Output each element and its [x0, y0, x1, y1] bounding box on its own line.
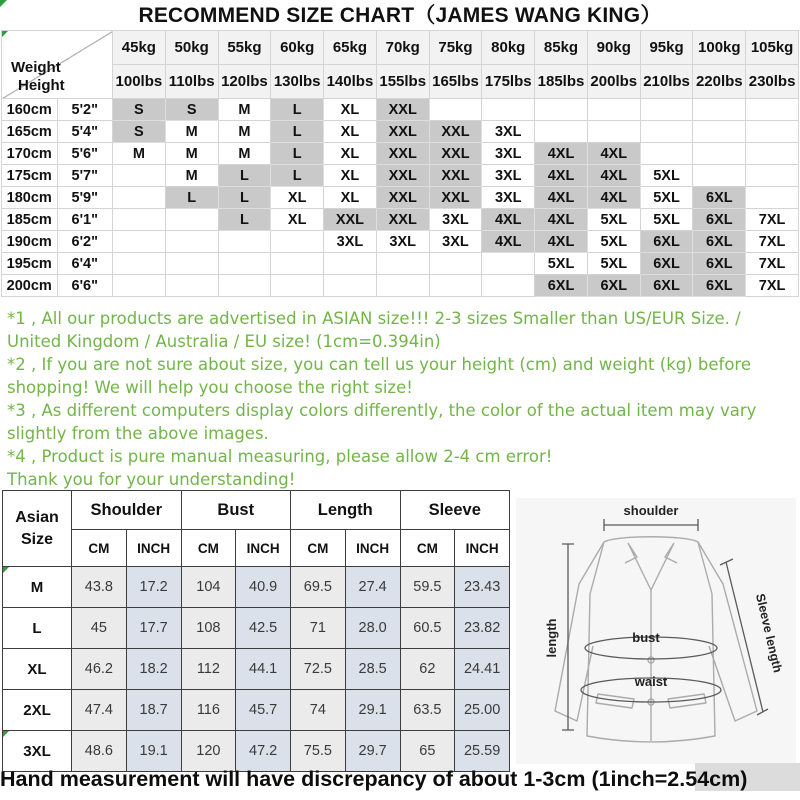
measurement-table-body [3, 567, 510, 772]
size-cell [640, 143, 693, 165]
size-cell: XXL [376, 165, 429, 187]
sleeve-measure-line [720, 559, 768, 715]
size-chart-row [2, 209, 799, 231]
measure-value-cell: 59.5 [400, 567, 455, 608]
size-cell [218, 231, 271, 253]
size-cell [693, 99, 746, 121]
size-cell: 7XL [746, 253, 799, 275]
measure-value-cell: 60.5 [400, 608, 455, 649]
height-cm-label: 180cm [2, 187, 58, 209]
measure-value-cell: 28.0 [345, 608, 400, 649]
size-cell [376, 253, 429, 275]
measure-value-cell: 28.5 [345, 649, 400, 690]
size-cell [165, 253, 218, 275]
measurement-row [3, 567, 510, 608]
measure-value-cell: 43.8 [72, 567, 127, 608]
weight-kg-header: 45kg [113, 31, 166, 65]
height-cm-label: 190cm [2, 231, 58, 253]
weight-kg-header: 50kg [165, 31, 218, 65]
size-chart-row [2, 253, 799, 275]
size-cell [429, 253, 482, 275]
measure-value-cell: 112 [181, 649, 236, 690]
measure-group-header: Shoulder [72, 491, 182, 530]
size-cell: 4XL [587, 165, 640, 187]
size-cell: 6XL [693, 209, 746, 231]
size-cell: 3XL [324, 231, 377, 253]
size-cell: 4XL [535, 209, 588, 231]
measure-value-cell: 62 [400, 649, 455, 690]
size-cell [693, 121, 746, 143]
size-cell: 4XL [535, 165, 588, 187]
weight-lbs-header: 155lbs [376, 65, 429, 99]
excel-corner-mark [2, 31, 8, 37]
size-cell: 6XL [535, 275, 588, 297]
size-cell: M [165, 143, 218, 165]
measure-unit-header: INCH [236, 530, 291, 567]
measure-value-cell: 18.2 [126, 649, 181, 690]
height-cm-label: 195cm [2, 253, 58, 275]
measure-value-cell: 75.5 [291, 731, 346, 772]
size-cell: 6XL [587, 275, 640, 297]
size-cell [429, 275, 482, 297]
size-cell: 4XL [535, 231, 588, 253]
size-cell: 5XL [587, 209, 640, 231]
size-cell: 3XL [482, 121, 535, 143]
size-cell: 3XL [429, 209, 482, 231]
size-chart-row [2, 165, 799, 187]
size-cell [587, 99, 640, 121]
size-cell [271, 275, 324, 297]
weight-lbs-header: 185lbs [535, 65, 588, 99]
note-line: *3 , As different computers display colors differently, the color of the actual item may vary slightly from the above images. [7, 401, 757, 443]
weight-kg-header: 60kg [271, 31, 324, 65]
size-cell [218, 275, 271, 297]
size-cell [113, 187, 166, 209]
measure-value-cell: 18.7 [126, 690, 181, 731]
size-cell [165, 209, 218, 231]
measure-size-label: 3XL [3, 731, 72, 772]
size-cell: 6XL [640, 231, 693, 253]
size-cell [165, 231, 218, 253]
measure-group-header: Bust [181, 491, 291, 530]
size-cell: L [271, 121, 324, 143]
size-cell: 5XL [535, 253, 588, 275]
height-cm-label: 185cm [2, 209, 58, 231]
jacket-lapel-left [625, 543, 651, 590]
measure-value-cell: 45.7 [236, 690, 291, 731]
size-cell: M [165, 165, 218, 187]
height-ft-label: 6'1" [57, 209, 113, 231]
size-cell: XL [324, 143, 377, 165]
size-cell: M [218, 99, 271, 121]
measurement-table-header [3, 491, 510, 567]
weight-kg-header: 105kg [746, 31, 799, 65]
size-cell: XL [271, 187, 324, 209]
size-cell [429, 99, 482, 121]
measure-size-label: M [3, 567, 72, 608]
size-cell: 7XL [746, 275, 799, 297]
size-cell [746, 187, 799, 209]
size-cell [482, 275, 535, 297]
measure-value-cell: 42.5 [236, 608, 291, 649]
size-cell [535, 121, 588, 143]
height-ft-label: 5'6" [57, 143, 113, 165]
size-cell: 5XL [640, 209, 693, 231]
size-cell: L [271, 143, 324, 165]
size-cell: S [113, 121, 166, 143]
weight-kg-header: 75kg [429, 31, 482, 65]
weight-kg-header: 55kg [218, 31, 271, 65]
measure-value-cell: 46.2 [72, 649, 127, 690]
size-cell: XXL [376, 121, 429, 143]
weight-lbs-header: 130lbs [271, 65, 324, 99]
size-cell: M [218, 143, 271, 165]
size-cell: 4XL [482, 209, 535, 231]
weight-lbs-header: 140lbs [324, 65, 377, 99]
size-cell: 4XL [535, 143, 588, 165]
size-cell: XXL [429, 187, 482, 209]
size-cell: S [113, 99, 166, 121]
measure-value-cell: 48.6 [72, 731, 127, 772]
size-cell [693, 165, 746, 187]
size-cell [746, 99, 799, 121]
size-cell [165, 275, 218, 297]
size-cell: XXL [376, 99, 429, 121]
height-ft-label: 5'2" [57, 99, 113, 121]
size-cell [324, 275, 377, 297]
weight-kg-header: 85kg [535, 31, 588, 65]
jacket-measurement-diagram [516, 498, 796, 764]
size-cell: XL [324, 121, 377, 143]
footer-note: Hand measurement will have discrepancy of about 1-3cm (1inch=2.54cm) [0, 767, 748, 791]
measure-value-cell: 72.5 [291, 649, 346, 690]
measure-value-cell: 17.7 [126, 608, 181, 649]
size-cell: 5XL [587, 253, 640, 275]
size-cell: 4XL [587, 187, 640, 209]
bust-label: bust [632, 630, 660, 645]
size-cell [482, 253, 535, 275]
size-cell: XXL [429, 121, 482, 143]
height-ft-label: 5'4" [57, 121, 113, 143]
size-cell [113, 253, 166, 275]
waist-label: waist [634, 674, 668, 689]
size-cell: XXL [376, 209, 429, 231]
measurement-table [2, 490, 510, 772]
measurement-row [3, 731, 510, 772]
size-cell [113, 209, 166, 231]
size-cell: 5XL [587, 231, 640, 253]
measure-value-cell: 40.9 [236, 567, 291, 608]
measure-value-cell: 45 [72, 608, 127, 649]
height-cm-label: 160cm [2, 99, 58, 121]
measure-size-label: L [3, 608, 72, 649]
size-cell: L [165, 187, 218, 209]
corner-height-label: Height [18, 77, 65, 94]
note-line: *2 , If you are not sure about size, you can tell us your height (cm) and weight (kg) before shopping! We will help you choose the right size! [7, 355, 752, 397]
size-cell: L [218, 209, 271, 231]
size-cell [113, 165, 166, 187]
length-measure-line [562, 544, 574, 730]
weight-kg-header: 95kg [640, 31, 693, 65]
weight-lbs-header: 120lbs [218, 65, 271, 99]
measure-unit-header: CM [181, 530, 236, 567]
size-cell: XXL [429, 165, 482, 187]
size-cell: XXL [324, 209, 377, 231]
page-title: RECOMMEND SIZE CHART（JAMES WANG KING） [138, 4, 662, 27]
height-cm-label: 175cm [2, 165, 58, 187]
measure-value-cell: 23.43 [455, 567, 510, 608]
weight-lbs-header: 200lbs [587, 65, 640, 99]
measure-value-cell: 116 [181, 690, 236, 731]
corner-weight-label: Weight [11, 59, 61, 76]
weight-kg-header: 80kg [482, 31, 535, 65]
size-cell: L [271, 99, 324, 121]
size-chart-header [2, 31, 799, 99]
measurement-row [3, 690, 510, 731]
size-cell: 4XL [482, 231, 535, 253]
size-chart-table [1, 30, 799, 297]
size-cell: 6XL [693, 275, 746, 297]
size-cell: L [271, 165, 324, 187]
measure-unit-header: CM [72, 530, 127, 567]
size-cell [746, 165, 799, 187]
size-cell: M [165, 121, 218, 143]
size-cell: 6XL [693, 253, 746, 275]
measure-value-cell: 19.1 [126, 731, 181, 772]
size-chart-row [2, 187, 799, 209]
size-cell [113, 231, 166, 253]
measure-value-cell: 29.7 [345, 731, 400, 772]
weight-lbs-header: 165lbs [429, 65, 482, 99]
size-cell: XL [324, 165, 377, 187]
notes-section [0, 304, 800, 491]
measure-value-cell: 69.5 [291, 567, 346, 608]
measure-value-cell: 29.1 [345, 690, 400, 731]
size-cell [535, 99, 588, 121]
size-cell: S [165, 99, 218, 121]
size-cell: 7XL [746, 231, 799, 253]
size-cell: 3XL [482, 143, 535, 165]
measure-value-cell: 17.2 [126, 567, 181, 608]
size-chart-row [2, 275, 799, 297]
measure-size-label: XL [3, 649, 72, 690]
excel-corner-mark [0, 0, 7, 7]
height-ft-label: 6'2" [57, 231, 113, 253]
height-ft-label: 5'9" [57, 187, 113, 209]
measure-size-label: 2XL [3, 690, 72, 731]
size-cell [271, 253, 324, 275]
size-cell: XL [271, 209, 324, 231]
weight-lbs-header: 110lbs [165, 65, 218, 99]
size-chart-row [2, 143, 799, 165]
height-cm-label: 200cm [2, 275, 58, 297]
size-cell [746, 121, 799, 143]
measure-value-cell: 47.4 [72, 690, 127, 731]
size-cell: L [218, 187, 271, 209]
sleeve-length-label: Sleeve length [753, 592, 785, 674]
weight-lbs-header: 100lbs [113, 65, 166, 99]
measure-value-cell: 25.59 [455, 731, 510, 772]
weight-lbs-header: 210lbs [640, 65, 693, 99]
asian-size-header: Asian Size [3, 491, 72, 567]
weight-lbs-header: 175lbs [482, 65, 535, 99]
height-ft-label: 6'6" [57, 275, 113, 297]
bottom-section [0, 489, 800, 772]
shoulder-measure-line [604, 519, 698, 531]
size-cell [693, 143, 746, 165]
size-cell [587, 121, 640, 143]
weight-kg-header: 100kg [693, 31, 746, 65]
measure-value-cell: 63.5 [400, 690, 455, 731]
weight-height-corner-cell [2, 31, 113, 99]
measure-value-cell: 44.1 [236, 649, 291, 690]
jacket-lapel-right [651, 543, 677, 590]
size-cell: XL [324, 99, 377, 121]
size-chart-body [2, 99, 799, 297]
size-cell: M [113, 143, 166, 165]
size-cell: XXL [429, 143, 482, 165]
measure-value-cell: 74 [291, 690, 346, 731]
size-cell: 6XL [693, 231, 746, 253]
weight-kg-header: 70kg [376, 31, 429, 65]
length-label: length [544, 618, 559, 658]
size-cell: 3XL [376, 231, 429, 253]
size-cell: 6XL [640, 253, 693, 275]
measure-value-cell: 104 [181, 567, 236, 608]
measure-value-cell: 47.2 [236, 731, 291, 772]
size-chart-row [2, 99, 799, 121]
note-line: Thank you for your understanding! [7, 470, 296, 489]
size-cell: 5XL [640, 165, 693, 187]
measure-value-cell: 23.82 [455, 608, 510, 649]
size-cell [218, 253, 271, 275]
measure-value-cell: 24.41 [455, 649, 510, 690]
size-cell [640, 99, 693, 121]
measurement-row [3, 649, 510, 690]
measure-group-header: Length [291, 491, 401, 530]
size-cell: 4XL [587, 143, 640, 165]
measure-unit-header: CM [400, 530, 455, 567]
measure-value-cell: 120 [181, 731, 236, 772]
measure-group-header: Sleeve [400, 491, 510, 530]
note-line: *4 , Product is pure manual measuring, please allow 2-4 cm error! [7, 447, 553, 466]
size-cell: 3XL [429, 231, 482, 253]
size-cell: M [218, 121, 271, 143]
size-cell [482, 99, 535, 121]
weight-kg-header: 90kg [587, 31, 640, 65]
size-cell: 3XL [482, 165, 535, 187]
measure-value-cell: 71 [291, 608, 346, 649]
size-cell [376, 275, 429, 297]
measure-value-cell: 65 [400, 731, 455, 772]
note-line: *1 , All our products are advertised in ASIAN size!!! 2-3 sizes Smaller than US/EUR Size. / United Kingdom / Australia / EU size! (1cm=0.394in) [7, 309, 741, 351]
size-chart-row [2, 231, 799, 253]
measure-value-cell: 25.00 [455, 690, 510, 731]
size-cell: 3XL [482, 187, 535, 209]
size-cell [113, 275, 166, 297]
measure-unit-header: INCH [345, 530, 400, 567]
size-cell: L [218, 165, 271, 187]
measure-unit-header: INCH [126, 530, 181, 567]
weight-kg-header: 65kg [324, 31, 377, 65]
size-cell: XXL [376, 143, 429, 165]
shoulder-label: shoulder [623, 503, 679, 518]
size-cell [640, 121, 693, 143]
size-cell: XXL [376, 187, 429, 209]
size-cell [324, 253, 377, 275]
weight-lbs-header: 220lbs [693, 65, 746, 99]
height-cm-label: 170cm [2, 143, 58, 165]
size-cell [271, 231, 324, 253]
size-cell: 7XL [746, 209, 799, 231]
measure-value-cell: 108 [181, 608, 236, 649]
size-cell [746, 143, 799, 165]
measure-unit-header: CM [291, 530, 346, 567]
height-ft-label: 6'4" [57, 253, 113, 275]
size-cell: 6XL [693, 187, 746, 209]
measure-value-cell: 27.4 [345, 567, 400, 608]
weight-lbs-header: 230lbs [746, 65, 799, 99]
height-cm-label: 165cm [2, 121, 58, 143]
height-ft-label: 5'7" [57, 165, 113, 187]
measure-unit-header: INCH [455, 530, 510, 567]
size-cell: 6XL [640, 275, 693, 297]
size-cell: XL [324, 187, 377, 209]
measurement-row [3, 608, 510, 649]
size-cell: 4XL [535, 187, 588, 209]
size-cell: 5XL [640, 187, 693, 209]
size-chart-row [2, 121, 799, 143]
